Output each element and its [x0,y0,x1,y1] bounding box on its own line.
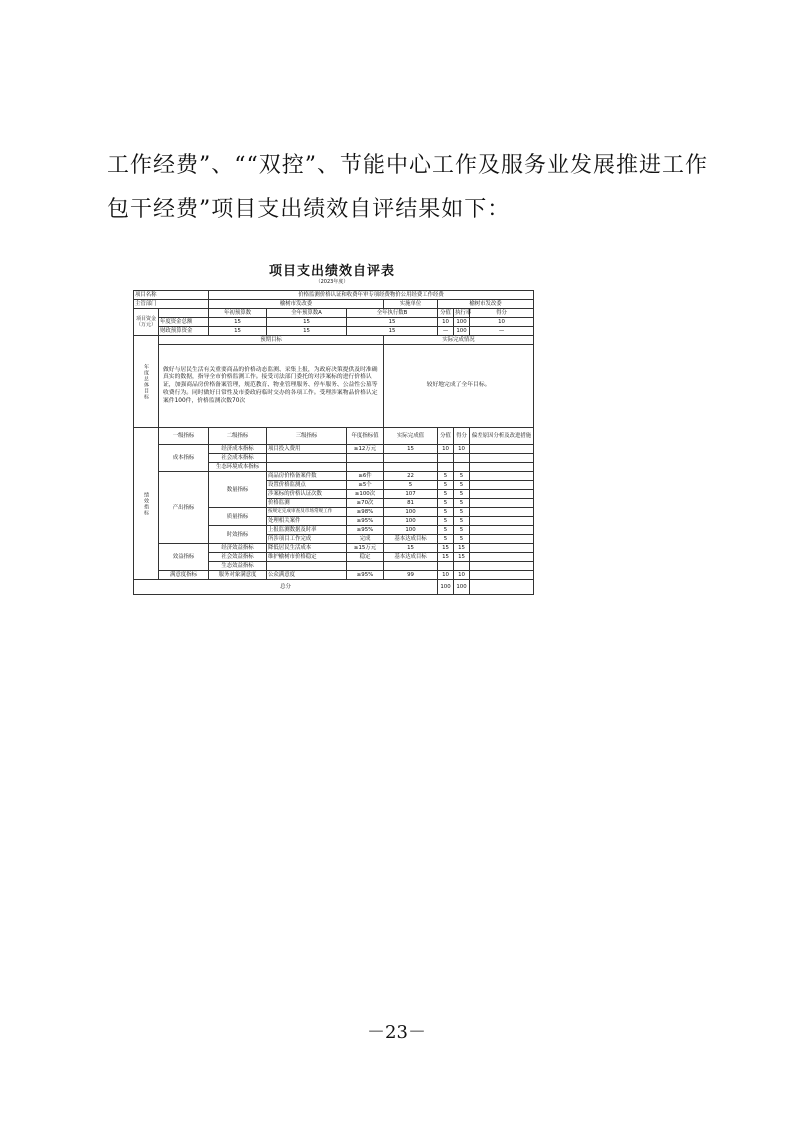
lvl1-output: 产出指标 [159,472,209,544]
label-perf-indicator: 绩效指标 [134,428,159,580]
table-row [134,309,534,318]
label-expected-goal: 预期目标 [159,336,384,345]
label-actual-done: 实际完成情况 [384,336,534,345]
r10-actual: 15 [384,544,438,553]
label-reason: 偏差原因分析及改进措施 [470,428,534,445]
label-annual-target: 年度指标值 [347,428,384,445]
label-dept: 主管部门 [134,300,209,309]
table-row [134,345,534,428]
r6-actual: 100 [384,508,438,517]
r8-score: 5 [438,526,454,535]
r5-score: 5 [438,499,454,508]
total-score: 100 [438,580,454,595]
self-evaluation-table-image [131,254,533,678]
evaluation-table [133,290,534,595]
r2-score: 5 [438,472,454,481]
lvl2-quantity: 数量指标 [209,472,267,508]
r9-actual: 基本达成目标 [384,535,438,544]
r12-name: 公众满意度 [267,571,347,580]
r9-points: 5 [454,535,470,544]
r8-target: ≥95% [347,526,384,535]
r5-actual: 81 [384,499,438,508]
r7-target: ≥95% [347,517,384,526]
r4-actual: 107 [384,490,438,499]
table-row [134,571,534,580]
lvl2-econ-benefit: 经济效益指标 [209,544,267,553]
page-number: －23－ [367,1022,426,1043]
table-year: （2023年度） [315,279,349,285]
r2-name: 商品房价格备案件数 [267,472,347,481]
r7-points: 5 [454,517,470,526]
funds-fiscal-points: — [470,327,534,336]
r3-target: ≥5个 [347,481,384,490]
r7-score: 5 [438,517,454,526]
lvl2-eco-benefit: 生态效益指标 [209,562,267,571]
actual-text: 较好地完成了全年目标。 [384,345,534,428]
r11-name: 维护榆树市价格稳定 [267,553,347,562]
label-points: 得分 [470,309,534,318]
r1-actual: 15 [384,445,438,454]
label-lvl1: 一级指标 [159,428,209,445]
r3-name: 设置价格监测点 [267,481,347,490]
r6-score: 5 [438,508,454,517]
table-row [134,428,534,445]
r10-score: 15 [438,544,454,553]
r5-name: 价格监测 [267,499,347,508]
r9-score: 5 [438,535,454,544]
r10-name: 降低居民生活成本 [267,544,347,553]
label-points-2: 得分 [454,428,470,445]
r4-name: 涉案标的价格认证次数 [267,490,347,499]
lvl2-eco-cost: 生态环境成本指标 [209,463,267,472]
table-row [134,445,534,454]
label-annual-goal: 年度总体目标 [134,336,159,428]
table-row [134,580,534,595]
label-score: 分值 [438,309,454,318]
r12-score: 10 [438,571,454,580]
lvl1-benefit: 效益指标 [159,544,209,571]
funds-fiscal-exec: 15 [347,327,438,336]
total-points: 100 [454,580,470,595]
table-row [134,318,534,327]
r5-points: 5 [454,499,470,508]
r4-points: 5 [454,490,470,499]
label-impl-unit: 实施单位 [384,300,438,309]
r7-actual: 100 [384,517,438,526]
goal-text: 做好与居民生活有关重要商品的价格动态监测、采集上报，为政府决策提供及时准确真实的数据，指导全市价格监测工作。接受司法部门委托的对涉案标的进行价格认证，加强商品房价格备案管理，规范教育、物业管理服务、停车服务、公益性公墓等收费行为。同时做好日常性及市委政府临时交办的各项工作。受理涉案物品价格认定案件100件，价格监测次数70次 [159,345,384,428]
label-score-2: 分值 [438,428,454,445]
paragraph-line-1: 工作经费”、““双控”、节能中心工作及服务业发展推进工作 [107,153,708,178]
impl-unit-value: 榆树市发改委 [438,300,534,309]
r11-points: 15 [454,553,470,562]
funds-fiscal-budget: 15 [209,327,267,336]
r9-name: 所涉项目工作完成 [267,535,347,544]
label-exec-rate: 执行率 [455,310,472,316]
label-lvl2: 二级指标 [209,428,267,445]
table-row [134,300,534,309]
label-full-year-budget: 全年预算数A [267,309,347,318]
funds-fiscal-rate: 100 [454,327,470,336]
label-full-year-exec: 全年执行数B [347,309,438,318]
r1-score: 10 [438,445,454,454]
funds-fiscal-score: — [438,327,454,336]
table-title: 项目支出绩效自评表 [268,264,395,279]
funds-total-full-budget: 15 [267,318,347,327]
label-lvl3: 三级指标 [267,428,347,445]
r11-score: 15 [438,553,454,562]
label-annual-budget: 年初预算数 [209,309,267,318]
label-fiscal-funds: 财政预算资金 [159,327,209,336]
table-row [134,327,534,336]
r1-name: 项目投入费用 [267,445,347,454]
label-annual-funds: 年度资金总额 [159,318,209,327]
lvl1-satisfaction: 满意度指标 [159,571,209,580]
lvl2-social-benefit: 社会效益指标 [209,553,267,562]
r8-points: 5 [454,526,470,535]
r4-target: ≥100次 [347,490,384,499]
lvl2-service: 服务对象满意度 [209,571,267,580]
label-funds: 项目资金（万元） [134,309,159,336]
r10-points: 15 [454,544,470,553]
r1-target: ≥12万元 [347,445,384,454]
funds-total-points: 10 [470,318,534,327]
r12-target: ≥95% [347,571,384,580]
lvl2-econ-cost: 经济成本指标 [209,445,267,454]
r12-points: 10 [454,571,470,580]
funds-fiscal-full-budget: 15 [267,327,347,336]
r11-actual: 基本达成目标 [384,553,438,562]
table-row [134,336,534,345]
r2-target: ≥6件 [347,472,384,481]
r6-name: 按规定完成审查及市场常规工作 [267,508,347,517]
r8-name: 上报监测数据及时率 [267,526,347,535]
label-project-name: 项目名称 [134,291,209,300]
r3-points: 5 [454,481,470,490]
label-total: 总分 [134,580,438,595]
lvl2-quality: 质量指标 [209,508,267,526]
r1-points: 10 [454,445,470,454]
table-row [134,291,534,300]
r5-target: ≥70次 [347,499,384,508]
funds-total-score: 10 [438,318,454,327]
r12-actual: 99 [384,571,438,580]
r9-target: 完成 [347,535,384,544]
table-row [134,544,534,553]
r3-score: 5 [438,481,454,490]
paragraph-line-2: 包干经费”项目支出绩效自评结果如下： [107,197,511,222]
funds-total-exec: 15 [347,318,438,327]
lvl1-cost: 成本指标 [159,445,209,472]
r11-target: 稳定 [347,553,384,562]
project-name-value: 价格监测价格认证和收费年审专项经费物价公用经费工作经费 [209,291,534,300]
dept-value: 榆树市发改委 [209,300,384,309]
r3-actual: 5 [384,481,438,490]
r8-actual: 100 [384,526,438,535]
r4-score: 5 [438,490,454,499]
r2-actual: 22 [384,472,438,481]
r10-target: ≥15万元 [347,544,384,553]
r2-points: 5 [454,472,470,481]
funds-total-rate: 100 [454,318,470,327]
lvl2-timeliness: 时效指标 [209,526,267,544]
funds-total-budget: 15 [209,318,267,327]
r6-points: 5 [454,508,470,517]
table-row [134,472,534,481]
r7-name: 处理相关案件 [267,517,347,526]
lvl2-social-cost: 社会成本指标 [209,454,267,463]
label-actual-value: 实际完成值 [384,428,438,445]
r6-target: ≥98% [347,508,384,517]
